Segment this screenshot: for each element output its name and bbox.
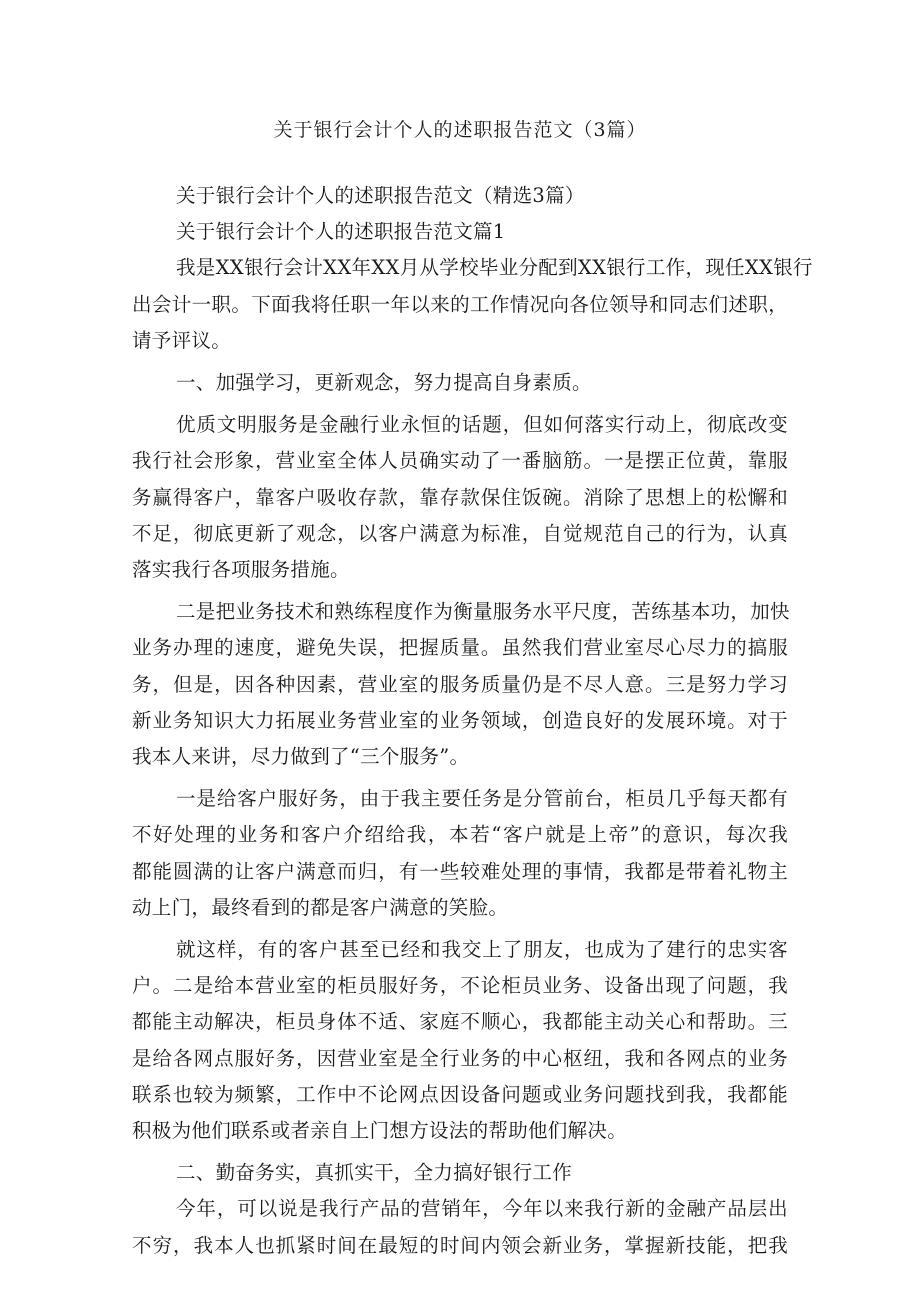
- body-line: 二、勤奋务实，真抓实干，全力搞好银行工作: [176, 1161, 573, 1185]
- body-line: 优质文明服务是金融行业永恒的话题，但如何落实行动上，彻底改变: [176, 413, 788, 437]
- body-line: 积极为他们联系或者亲自上门想方设法的帮助他们解决。: [132, 1119, 628, 1143]
- body-line: 我行社会形象，营业室全体人员确实动了一番脑筋。一是摆正位黄，靠服: [132, 449, 788, 473]
- body-line: 务赢得客户，靠客户吸收存款，靠存款保住饭碗。消除了思想上的松懈和: [132, 485, 788, 509]
- body-line: 关于银行会计个人的述职报告范文（精选3篇）: [176, 184, 585, 207]
- body-line: 关于银行会计个人的述职报告范文篇1: [176, 220, 506, 244]
- body-line: 今年，可以说是我行产品的营销年，今年以来我行新的金融产品层出: [176, 1197, 788, 1221]
- body-line: 是给各网点服好务，因营业室是全行业务的中心枢纽，我和各网点的业务: [132, 1046, 788, 1070]
- body-line: 动上门，最终看到的都是客户满意的笑脸。: [132, 895, 509, 919]
- body-line: 都能主动解决，柜员身体不适、家庭不顺心，我都能主动关心和帮助。三: [132, 1010, 788, 1034]
- body-line: 不穷，我本人也抓紧时间在最短的时间内领会新业务，掌握新技能，把我: [132, 1233, 788, 1257]
- body-line: 请予评议。: [132, 328, 232, 352]
- body-line: 户。二是给本营业室的柜员服好务，不论柜员业务、设备出现了问题，我: [132, 974, 788, 998]
- body-line: 业务办理的速度，避免失误，把握质量。虽然我们营业室尽心尽力的搞服: [132, 636, 788, 660]
- body-line: 二是把业务技术和熟练程度作为衡量服务水平尺度，苦练基本功，加快: [176, 600, 790, 624]
- body-line: 我是XX银行会计XX年XX月从学校毕业分配到XX银行工作，现任XX银行: [176, 256, 813, 280]
- body-line: 出会计一职。下面我将任职一年以来的工作情况向各位领导和同志们述职，: [132, 292, 788, 316]
- body-line: 新业务知识大力拓展业务营业室的业务领域，创造良好的发展环境。对于: [132, 708, 788, 732]
- body-line: 不好处理的业务和客户介绍给我，本若“客户就是上帝”的意识，每次我: [132, 823, 788, 847]
- body-line: 务，但是，因各种因素，营业室的服务质量仍是不尽人意。三是努力学习: [132, 672, 788, 696]
- body-line: 一是给客户服好务，由于我主要任务是分管前台，柜员几乎每天都有: [176, 787, 788, 811]
- body-line: 联系也较为频繁，工作中不论网点因设备问题或业务问题找到我，我都能: [132, 1082, 788, 1106]
- body-line: 都能圆满的让客户满意而归，有一些较难处理的事情，我都是带着礼物主: [132, 859, 788, 883]
- body-line: 就这样，有的客户甚至已经和我交上了朋友，也成为了建行的忠实客: [176, 938, 788, 962]
- document-title: 关于银行会计个人的述职报告范文（3篇）: [273, 119, 647, 141]
- body-line: 落实我行各项服务措施。: [132, 558, 350, 582]
- body-line: 一、加强学习，更新观念，努力提高自身素质。: [176, 371, 592, 395]
- document-body: [132, 178, 813, 1264]
- body-line: 我本人来讲，尽力做到了“三个服务”。: [132, 745, 470, 769]
- body-line: 不足，彻底更新了观念，以客户满意为标准，自觉规范自己的行为，认真: [132, 521, 788, 545]
